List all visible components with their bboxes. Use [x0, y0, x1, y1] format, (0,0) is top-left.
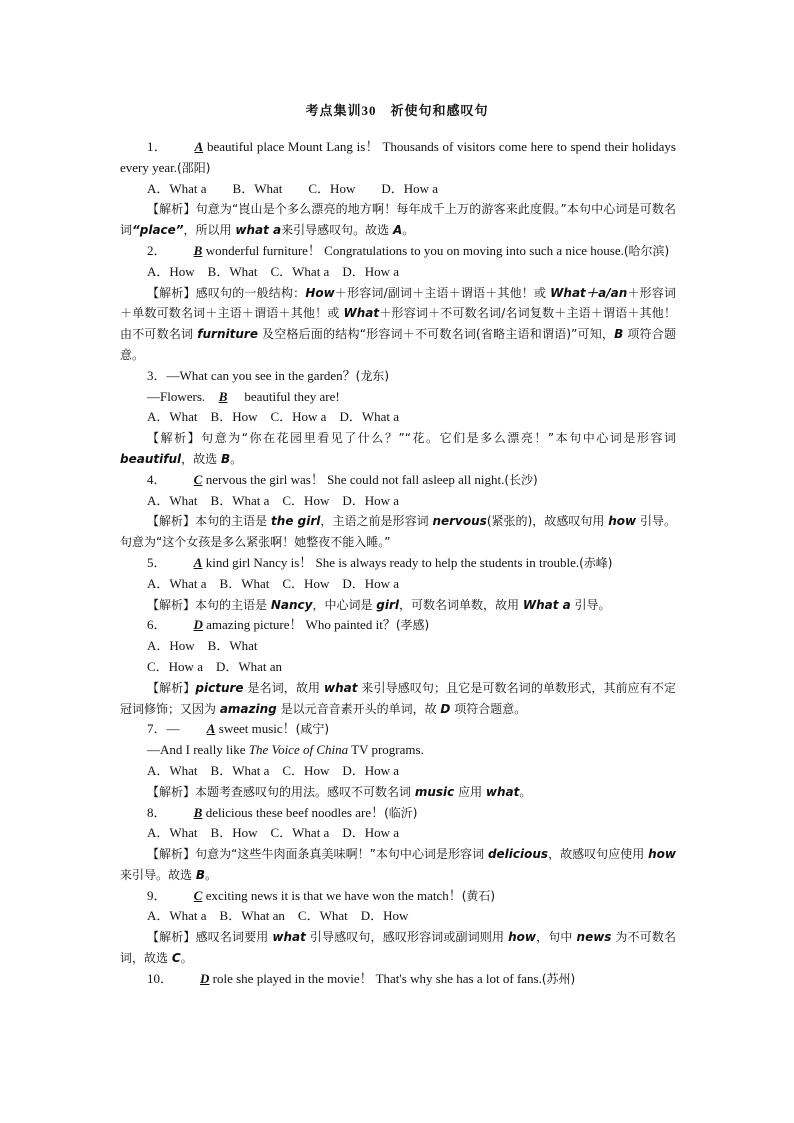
analysis: 【解析】本题考查感叹句的用法。感叹不可数名词 music 应用 what。	[147, 784, 532, 799]
answer-blank: D	[200, 970, 210, 986]
analysis: 【解析】句意为“这些牛肉面条真美味啊！”本句中心词是形容词 delicious，故感叹句应使用 how 来引导。故选 B。	[120, 847, 676, 882]
question-stem: amazing picture！ Who painted it？	[206, 617, 396, 633]
question-options: A．How B．What C．What a D．How a	[147, 263, 400, 279]
analysis: 【解析】本句的主语是 Nancy，中心词是 girl，可数名词单数，故用 What a 引导。	[147, 597, 611, 612]
question-stem: beautiful place Mount Lang is！ Thousands of visitors come here to spend their holidays every year.	[120, 139, 676, 175]
question-source: (孝感)	[395, 618, 430, 633]
question-stem: wonderful furniture！ Congratulations to you on moving into such a nice house.	[205, 242, 624, 258]
question-list	[120, 137, 676, 990]
question-3	[120, 366, 676, 387]
question-source: (邵阳)	[177, 160, 211, 175]
question-9	[120, 886, 676, 907]
analysis: 【解析】本句的主语是 the girl，主语之前是形容词 nervous(紧张的)，故感叹句用 how 引导。句意为“这个女孩是多么紧张啊！她整夜不能入睡。”	[120, 514, 676, 550]
question-source: (哈尔滨)	[623, 243, 670, 258]
question-options: A．How B．What	[147, 638, 258, 654]
question-2	[120, 241, 676, 262]
question-10	[120, 969, 676, 990]
question-options: C．How a D．What an	[147, 658, 283, 674]
question-4	[120, 470, 676, 491]
question-source: (赤峰)	[579, 555, 613, 570]
analysis: 【解析】感叹句的一般结构：How＋形容词/副词＋主语＋谓语＋其他！或 What＋a/an＋形容词＋单数可数名词＋主语＋谓语＋其他！或 What＋形容词＋不可数名词/名词复数＋主语＋谓语＋其他！由不可数名词 furniture 及空格后面的结构“形容词＋不可数名词(省略主语和谓语)”可知，B 项符合题意。	[120, 285, 676, 362]
question-stem: sweet music！	[218, 721, 296, 737]
question-7: 7．— A sweet music！(咸宁)	[120, 719, 676, 740]
question-options: A．What a B．What C．How D．How a	[147, 575, 400, 591]
question-1	[120, 137, 676, 179]
answer-blank: B	[218, 388, 228, 404]
analysis: 【解析】感叹名词要用 what 引导感叹句，感叹形容词或副词则用 how，句中 news 为不可数名词，故选 C。	[120, 930, 676, 966]
question-source: (苏州)	[541, 971, 576, 986]
question-source: (长沙)	[504, 472, 538, 487]
answer-blank: C	[193, 471, 203, 487]
question-number: 7．	[147, 721, 167, 737]
question-options: A．What B．What a C．How D．How a	[147, 492, 400, 508]
question-source: (临沂)	[384, 805, 418, 820]
question-options: A．What B．How C．What a D．How a	[147, 825, 400, 841]
analysis: 【解析】句意为“你在花园里看见了什么？”“花。它们是多么漂亮！”本句中心词是形容词 beautiful，故选 B。	[120, 431, 676, 466]
question-number: 3．	[147, 367, 167, 383]
analysis: 【解析】句意为“崀山是个多么漂亮的地方啊！每年成千上万的游客来此度假。”本句中心词是可数名词“place”，所以用 what a来引导感叹句。故选 A。	[120, 202, 676, 238]
answer-blank: A	[194, 139, 204, 154]
answer-blank: D	[193, 617, 203, 633]
question-options: A．What a B．What an C．What D．How	[147, 908, 409, 924]
question-5	[120, 553, 676, 574]
question-number: 2．	[147, 242, 167, 258]
page-title: 考点集训30 祈使句和感叹句	[305, 103, 489, 118]
question-stem: nervous the girl was！ She could not fall asleep all night.	[205, 471, 505, 487]
question-line: —And I really like The Voice of China TV programs.	[147, 742, 424, 758]
question-6	[120, 615, 676, 636]
question-line: —Flowers. B beautiful they are!	[120, 387, 676, 408]
question-stem: role she played in the movie！ That's why she has a lot of fans.	[212, 970, 542, 986]
question-options: A．What a B．What C．How D．How a	[147, 180, 439, 196]
answer-blank: C	[193, 887, 203, 903]
question-source: (龙东)	[355, 368, 390, 383]
question-number: 5．	[147, 554, 167, 570]
answer-blank: A	[193, 554, 203, 570]
question-options: A．What B．How C．How a D．What a	[147, 409, 400, 425]
question-stem: exciting news it is that we have won the match！	[205, 887, 462, 903]
question-options: A．What B．What a C．How D．How a	[147, 762, 400, 778]
question-source: (咸宁)	[295, 722, 330, 737]
answer-blank: B	[193, 804, 203, 820]
question-number: 9．	[147, 887, 167, 903]
question-8	[120, 803, 676, 824]
question-stem: kind girl Nancy is！ She is always ready to help the students in trouble.	[205, 554, 580, 570]
analysis: 【解析】picture 是名词，故用 what 来引导感叹句；且它是可数名词的单数形式，其前应有不定冠词修饰；又因为 amazing 是以元音音素开头的单词，故 D 项符合题意。	[120, 680, 676, 716]
question-number: 10．	[147, 970, 174, 986]
question-stem: delicious these beef noodles are！	[205, 804, 385, 820]
question-stem: —What can you see in the garden？	[166, 367, 356, 383]
question-number: 4．	[147, 471, 167, 487]
question-number: 1．	[147, 139, 168, 154]
question-number: 6．	[147, 617, 167, 633]
answer-blank: B	[193, 242, 203, 258]
question-number: 8．	[147, 804, 167, 820]
question-source: (黄石)	[461, 888, 496, 903]
answer-blank: A	[206, 721, 216, 737]
